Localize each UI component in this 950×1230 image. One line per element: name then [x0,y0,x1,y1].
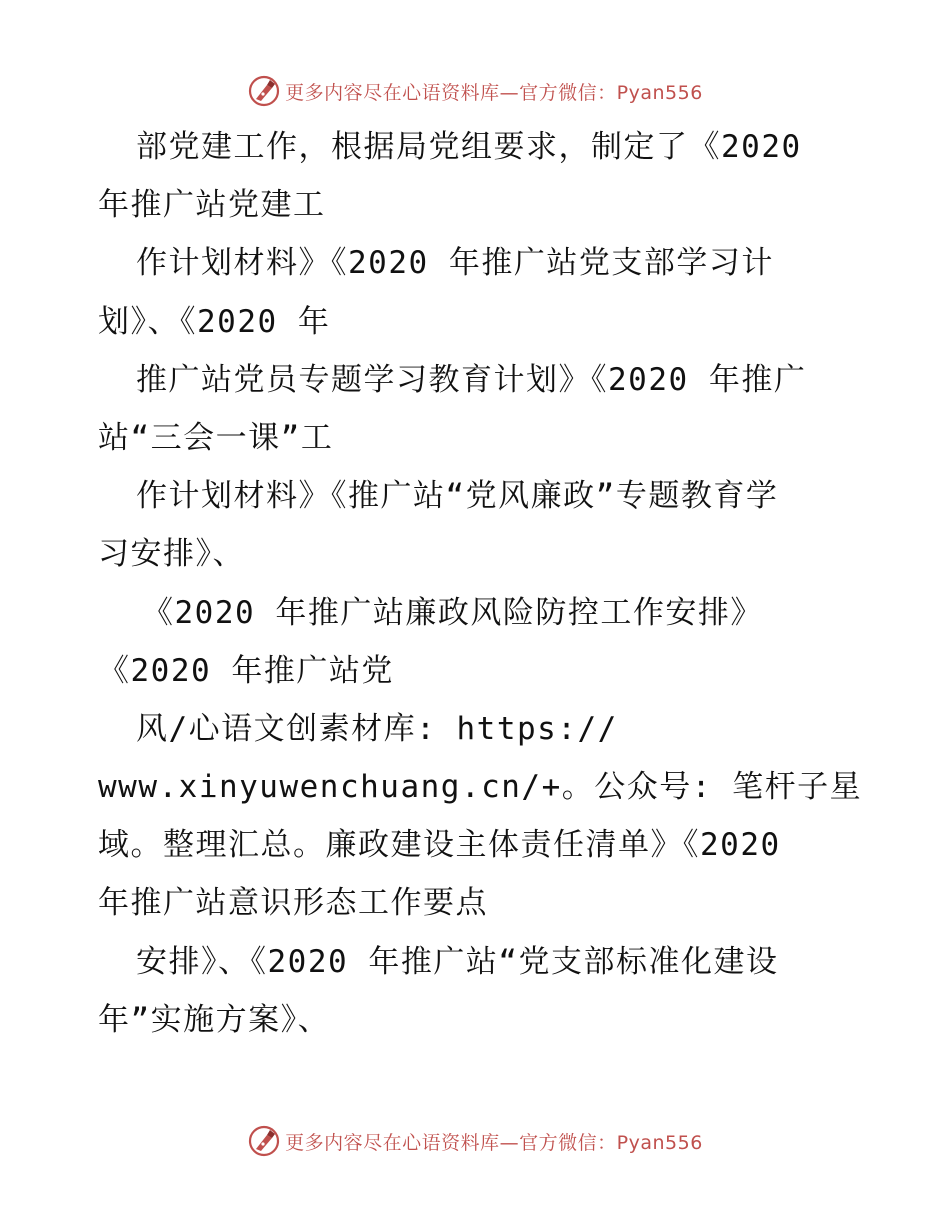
footer-banner-text: 更多内容尽在心语资料库—官方微信：Pyan556 [285,1131,703,1154]
text-line: 作计划材料》《推广站“党风廉政”专题教育学 [136,478,779,515]
text-line: 年推广站意识形态工作要点 [98,885,488,922]
text-line: 域。整理汇总。廉政建设主体责任清单》《2020 [98,827,781,864]
text-line: www.xinyuwenchuang.cn/+。公众号: 笔杆子星 [98,769,863,806]
header-banner-text: 更多内容尽在心语资料库—官方微信：Pyan556 [285,81,703,104]
footer-banner [0,1121,950,1161]
text-line: 年”实施方案》、 [98,1001,331,1038]
text-line: 《2020 年推广站党 [98,652,394,689]
pen-nib-logo-icon [247,74,281,108]
text-line: 习安排》、 [98,536,245,573]
pen-nib-logo-icon [247,1124,281,1158]
text-line: 站“三会一课”工 [98,419,334,456]
text-line: 《2020 年推广站廉政风险防控工作安排》 [142,594,763,631]
text-line: 作计划材料》《2020 年推广站党支部学习计 [136,245,774,282]
text-line: 推广站党员专题学习教育计划》《2020 年推广 [136,361,807,398]
header-banner [0,71,950,111]
text-line: 年推广站党建工 [98,187,326,224]
text-line: 部党建工作，根据局党组要求，制定了《2020 [136,129,802,165]
document-body [98,118,863,1049]
text-line: 安排》、《2020 年推广站“党支部标准化建设 [136,943,779,980]
text-line: 划》、《2020 年 [98,303,331,340]
text-line: 风/心语文创素材库: https:// [136,710,618,747]
